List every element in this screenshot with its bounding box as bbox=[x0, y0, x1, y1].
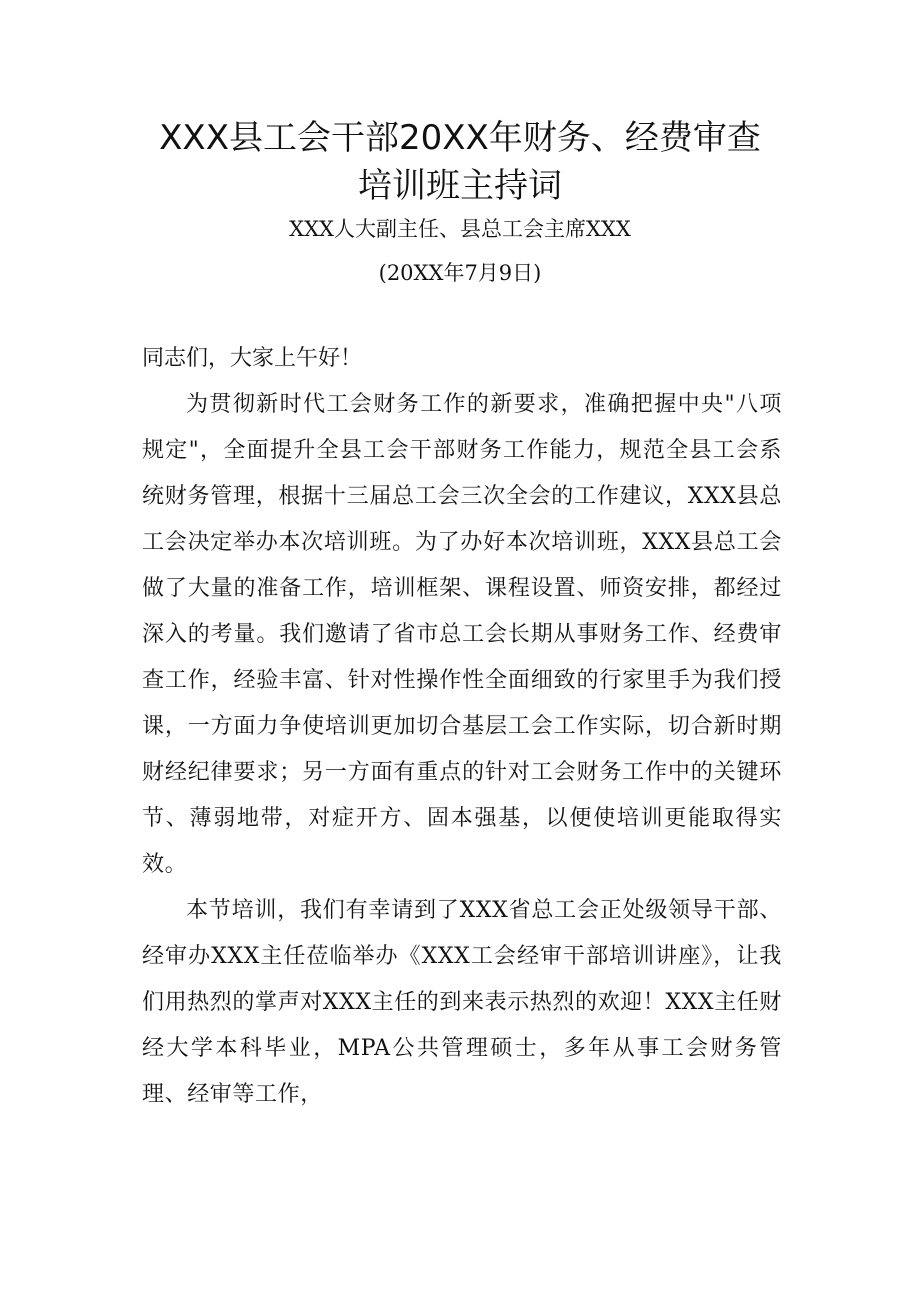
date-line: (20XX年7月9日) bbox=[378, 261, 542, 285]
document-title-line1: XXX县工会干部20XX年财务、经费审查 bbox=[159, 118, 761, 158]
greeting: 同志们，大家上午好！ bbox=[142, 346, 363, 371]
paragraph-2: 本节培训，我们有幸请到了XXX省总工会正处级领导干部、经审办XXX主任莅临举办《XXX工会经审干部培训讲座》，让我们用热烈的掌声对XXX主任的到来表示热烈的欢迎！XXX主任财经大学本科毕业，MPA公共管理硕士，多年从事工会财务管理、经审等工作， bbox=[142, 898, 782, 1107]
paragraph-1: 为贯彻新时代工会财务工作的新要求，准确把握中央"八项规定"，全面提升全县工会干部财务工作能力，规范全县工会系统财务管理，根据十三届总工会三次全会的工作建议，XXX县总工会决定举办本次培训班。为了办好本次培训班，XXX县总工会做了大量的准备工作，培训框架、课程设置、师资安排，都经过深入的考量。我们邀请了省市总工会长期从事财务工作、经费审查工作，经验丰富、针对性操作性全面细致的行家里手为我们授课，一方面力争使培训更加切合基层工会工作实际，切合新时期财经纪律要求；另一方面有重点的针对工会财务工作中的关键环节、薄弱地带，对症开方、固本强基，以便使培训更能取得实效。 bbox=[142, 392, 782, 877]
document-body bbox=[142, 336, 782, 1118]
speaker-line: XXX人大副主任、县总工会主席XXX bbox=[289, 217, 631, 241]
document-title-line2: 培训班主持词 bbox=[358, 166, 562, 206]
